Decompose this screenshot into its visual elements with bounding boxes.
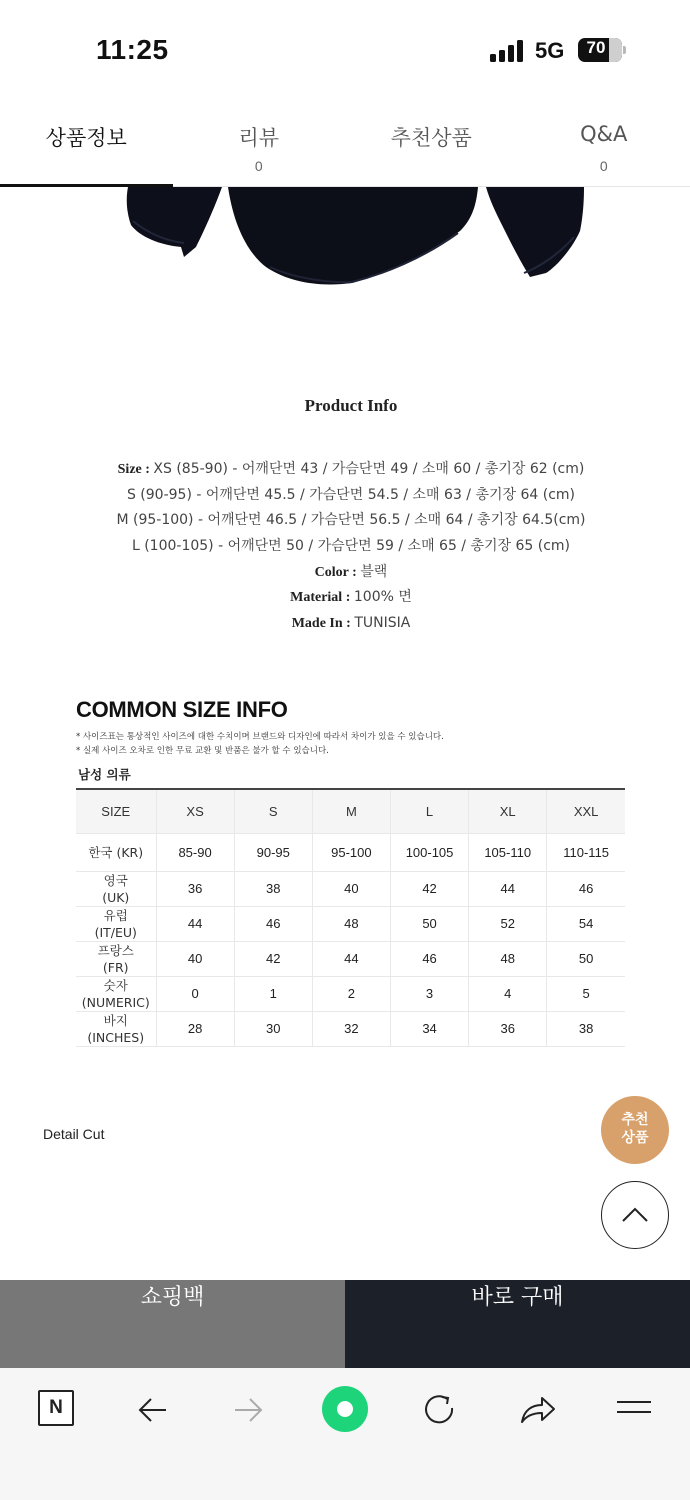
detail-cut-heading: Detail Cut: [43, 1126, 105, 1142]
column-header: L: [390, 789, 468, 833]
table-row: [76, 906, 625, 941]
row-label: 한국 (KR): [76, 833, 156, 871]
table-cell: 85-90: [156, 833, 234, 871]
naver-n-icon[interactable]: N: [38, 1390, 74, 1426]
tab-label: 상품정보: [45, 126, 127, 150]
recommend-products-button[interactable]: [601, 1096, 669, 1164]
table-cell: 2: [312, 976, 390, 1011]
battery-icon: [578, 38, 622, 62]
forward-arrow-icon[interactable]: [225, 1386, 273, 1434]
row-label: 숫자 (NUMERIC): [76, 976, 156, 1011]
column-header: XL: [469, 789, 547, 833]
material-value: 100% 면: [353, 589, 412, 606]
table-cell: 5: [547, 976, 625, 1011]
table-cell: 46: [234, 906, 312, 941]
tab-label: 리뷰: [238, 126, 280, 150]
purchase-bar: [0, 1280, 690, 1368]
product-image: [0, 187, 690, 327]
signal-icon: [490, 40, 524, 62]
tab-label: 추천상품: [390, 126, 472, 150]
color-value: 블랙: [360, 563, 388, 580]
made-in-line: Made In : TUNISIA: [291, 615, 411, 632]
table-cell: 42: [234, 941, 312, 976]
table-cell: 36: [156, 871, 234, 906]
table-cell: 110-115: [547, 833, 625, 871]
table-cell: 95-100: [312, 833, 390, 871]
size-label: Size: [117, 462, 142, 477]
size-table-header: [76, 789, 625, 833]
table-cell: 100-105: [390, 833, 468, 871]
shopping-bag-button[interactable]: 쇼핑백: [0, 1280, 345, 1368]
tab-count: 0: [599, 158, 608, 174]
size-category: 남성 의류: [78, 767, 131, 782]
status-time: 11:25: [96, 34, 169, 65]
table-cell: 50: [547, 941, 625, 976]
made-in-value: TUNISIA: [354, 615, 411, 632]
table-cell: 38: [547, 1011, 625, 1046]
table-cell: 32: [312, 1011, 390, 1046]
column-header: XS: [156, 789, 234, 833]
tab-qna[interactable]: [518, 100, 690, 186]
row-label: 바지 (INCHES): [76, 1011, 156, 1046]
column-header: SIZE: [76, 789, 156, 833]
size-note: * 사이즈표는 통상적인 사이즈에 대한 수치이며 브랜드와 디자인에 따라서 차이가 있을 수 있습니다.: [76, 732, 444, 742]
table-cell: 40: [312, 871, 390, 906]
size-note: * 실제 사이즈 오차로 인한 무료 교환 및 반품은 불가 할 수 있습니다.: [76, 746, 329, 756]
product-info-details: [0, 457, 690, 637]
scroll-top-button[interactable]: [601, 1181, 669, 1249]
table-cell: 30: [234, 1011, 312, 1046]
table-cell: 46: [547, 871, 625, 906]
sweatshirt-image: [0, 187, 690, 327]
product-tabs: [0, 100, 690, 187]
material-line: Material : 100% 면: [290, 589, 412, 606]
tab-recommended[interactable]: [345, 100, 518, 186]
network-type: 5G: [535, 38, 565, 63]
table-cell: 36: [469, 1011, 547, 1046]
table-cell: 28: [156, 1011, 234, 1046]
table-cell: 42: [390, 871, 468, 906]
table-cell: 40: [156, 941, 234, 976]
table-row: [76, 833, 625, 871]
row-label: 영국 (UK): [76, 871, 156, 906]
battery-tip: [623, 46, 626, 54]
table-row: [76, 1011, 625, 1046]
tab-product-info[interactable]: [0, 100, 173, 186]
table-cell: 50: [390, 906, 468, 941]
table-cell: 48: [312, 906, 390, 941]
table-cell: 4: [469, 976, 547, 1011]
size-chart-heading: COMMON SIZE INFO: [76, 697, 288, 722]
size-line-xs: Size : XS (85-90) - 어깨단면 43 / 가슴단면 49 / 소매 60 / 총기장 62 (cm): [117, 461, 585, 477]
reload-icon[interactable]: [416, 1386, 464, 1434]
back-arrow-icon[interactable]: [128, 1386, 176, 1434]
product-info-title: Product Info: [304, 396, 398, 415]
made-in-label: Made In: [291, 616, 343, 632]
material-label: Material: [290, 590, 343, 606]
table-cell: 1: [234, 976, 312, 1011]
table-cell: 3: [390, 976, 468, 1011]
status-bar: [0, 0, 690, 100]
battery-level: 70: [586, 38, 606, 57]
table-cell: 44: [156, 906, 234, 941]
size-table: [76, 788, 625, 1047]
table-cell: 44: [469, 871, 547, 906]
recommend-label-line2: 상품: [621, 1130, 649, 1146]
table-row: [76, 941, 625, 976]
size-value: XS (85-90) - 어깨단면 43 / 가슴단면 49 / 소매 60 / 총기장 62 (cm): [153, 461, 585, 477]
recommend-label-line1: 추천: [621, 1112, 649, 1128]
table-row: [76, 871, 625, 906]
table-cell: 52: [469, 906, 547, 941]
table-cell: 34: [390, 1011, 468, 1046]
color-line: Color : 블랙: [314, 563, 388, 580]
tab-reviews[interactable]: [173, 100, 346, 186]
chevron-up-icon: [601, 1181, 669, 1249]
table-row: [76, 976, 625, 1011]
tab-label: Q&A: [580, 122, 628, 146]
column-header: M: [312, 789, 390, 833]
share-icon[interactable]: [514, 1386, 562, 1434]
size-line-m: M (95-100) - 어깨단면 46.5 / 가슴단면 56.5 / 소매 64 / 총기장 64.5(cm): [116, 512, 586, 529]
size-line-l: L (100-105) - 어깨단면 50 / 가슴단면 59 / 소매 65 / 총기장 65 (cm): [131, 538, 571, 555]
buy-now-button[interactable]: 바로 구매: [345, 1280, 690, 1368]
size-line-s: S (90-95) - 어깨단면 45.5 / 가슴단면 54.5 / 소매 63 / 총기장 64 (cm): [126, 486, 576, 503]
column-header: XXL: [547, 789, 625, 833]
table-cell: 0: [156, 976, 234, 1011]
tab-count: 0: [254, 158, 263, 174]
column-header: S: [234, 789, 312, 833]
row-label: 프랑스 (FR): [76, 941, 156, 976]
table-cell: 54: [547, 906, 625, 941]
table-cell: 38: [234, 871, 312, 906]
table-cell: 46: [390, 941, 468, 976]
green-dot-icon[interactable]: [322, 1386, 368, 1432]
color-label: Color: [314, 564, 349, 580]
row-label: 유럽 (IT/EU): [76, 906, 156, 941]
table-cell: 90-95: [234, 833, 312, 871]
table-cell: 44: [312, 941, 390, 976]
table-cell: 48: [469, 941, 547, 976]
menu-icon[interactable]: [610, 1386, 658, 1434]
table-cell: 105-110: [469, 833, 547, 871]
browser-toolbar: [0, 1368, 690, 1500]
